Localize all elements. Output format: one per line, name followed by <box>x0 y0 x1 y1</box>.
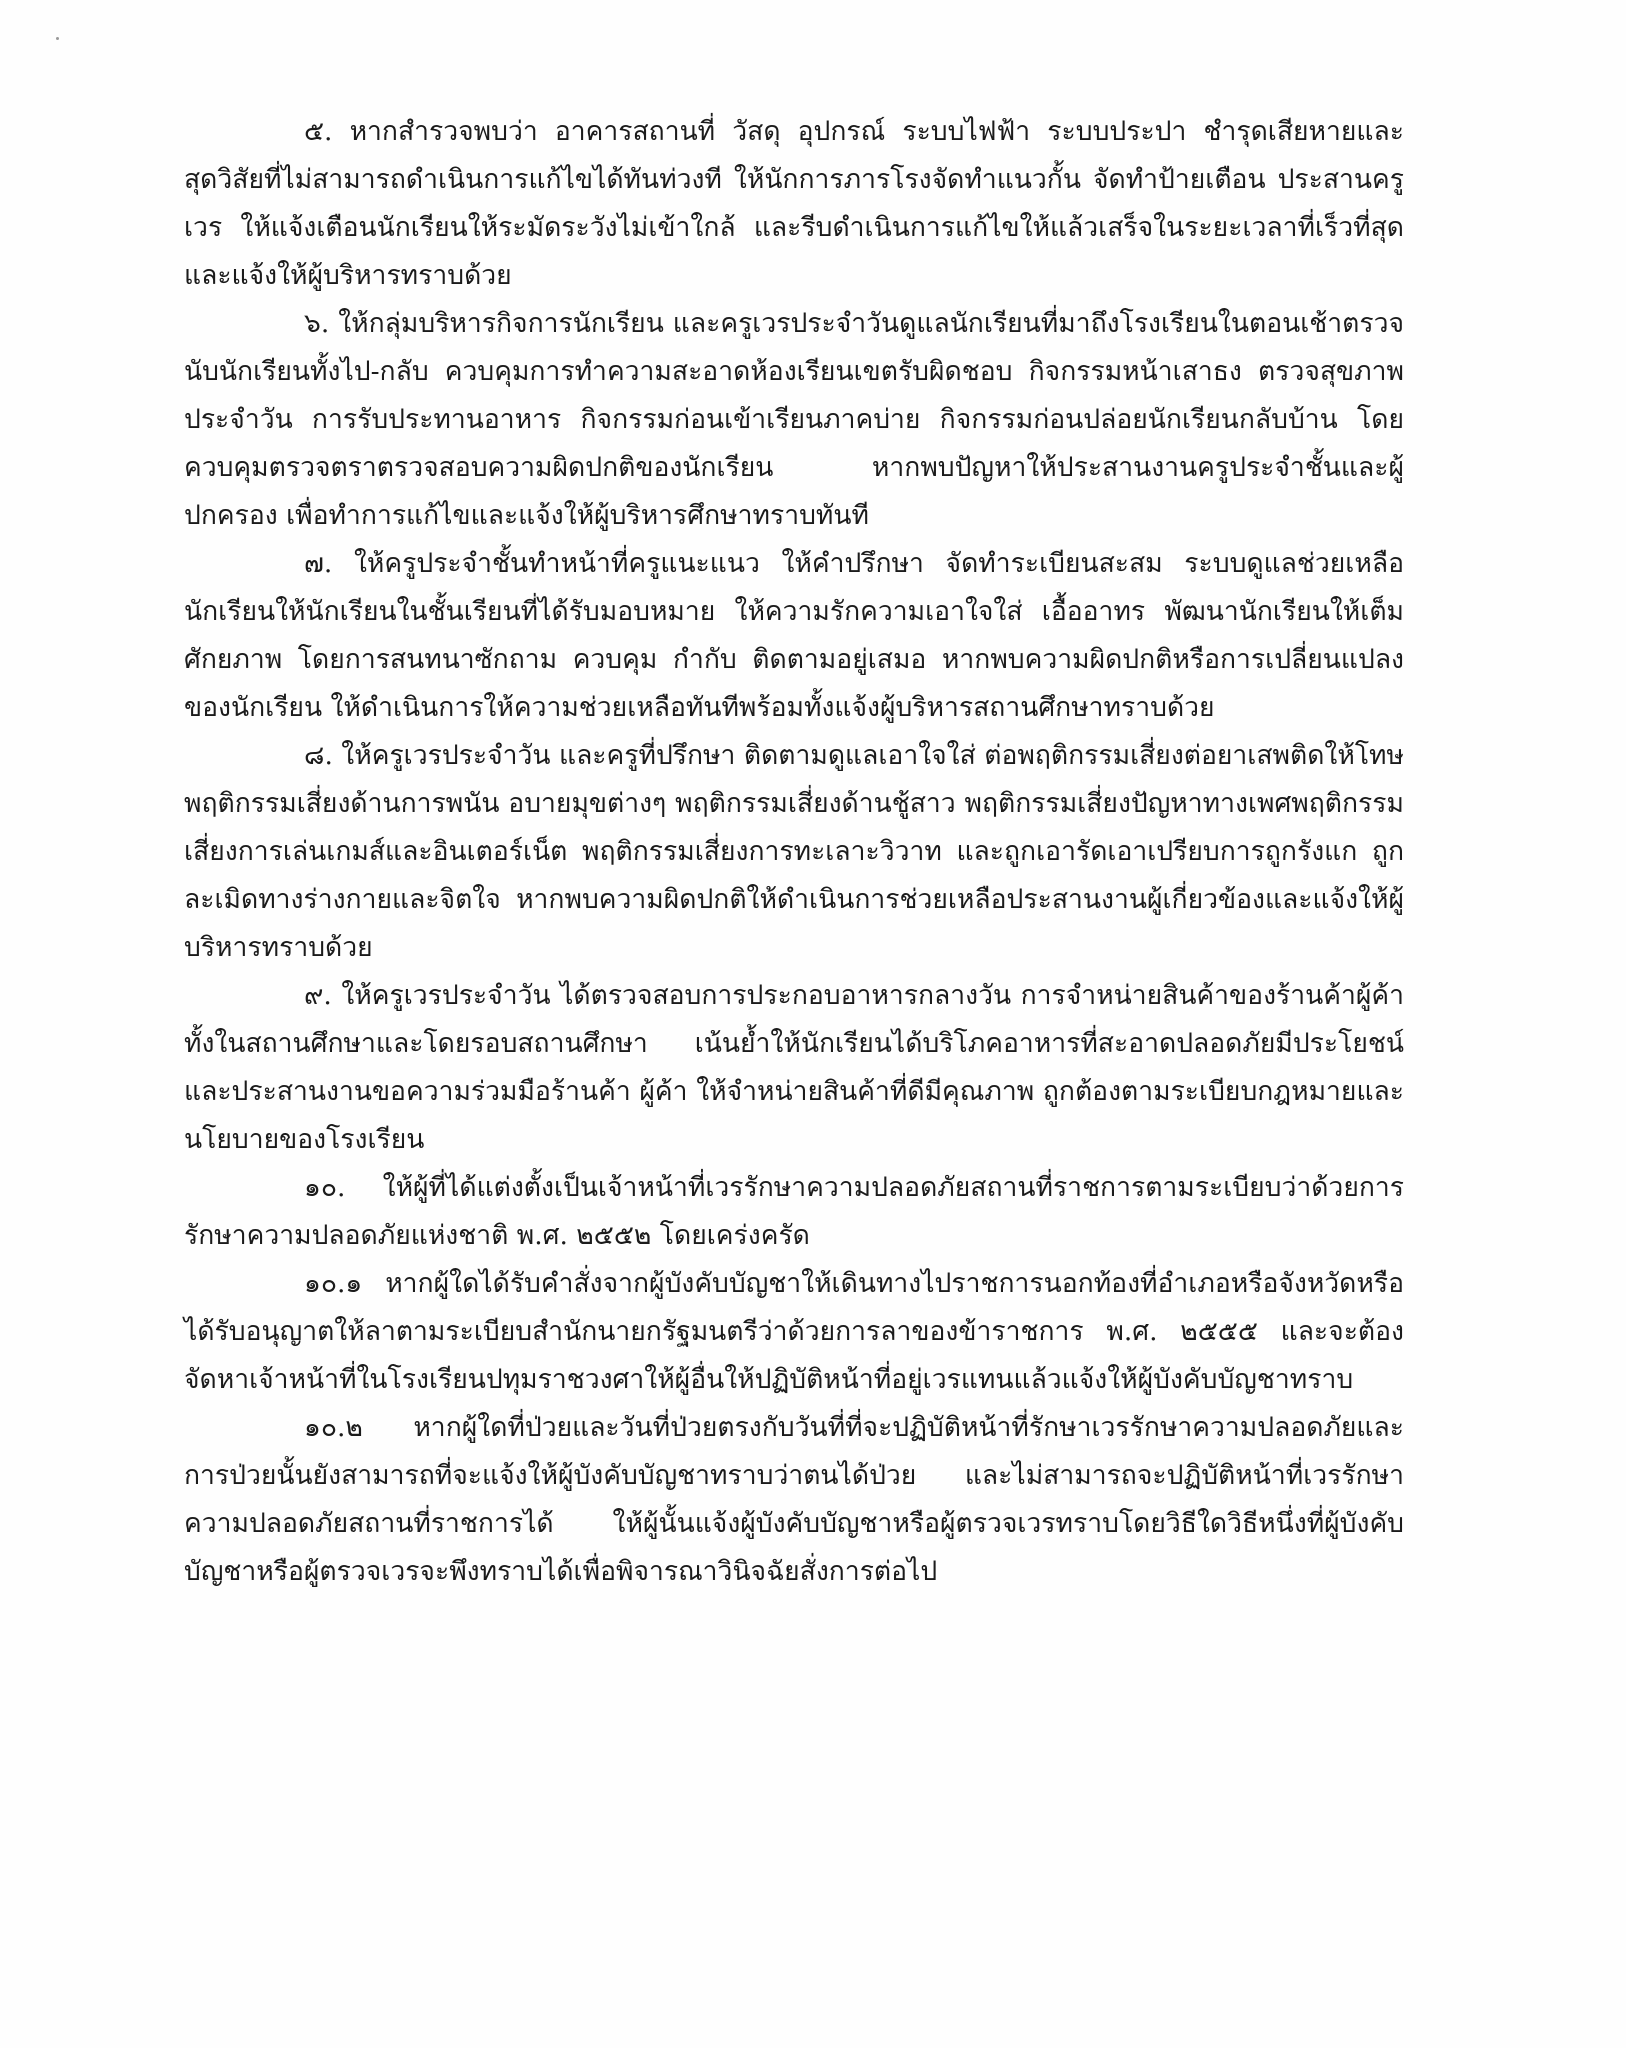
paragraph-item-10: ๑๐. ให้ผู้ที่ได้แต่งตั้งเป็นเจ้าหน้าที่เวรรักษาความปลอดภัยสถานที่ราชการตามระเบียบว่าด้วยการรักษาความปลอดภัยแห่งชาติ พ.ศ. ๒๕๕๒ โดยเคร่งครัด <box>184 1172 1404 1251</box>
paragraph-item-10-2: ๑๐.๒ หากผู้ใดที่ป่วยและวันที่ป่วยตรงกับวันที่ที่จะปฏิบัติหน้าที่รักษาเวรรักษาความปลอดภัยและการป่วยนั้นยังสามารถที่จะแจ้งให้ผู้บังคับบัญชาทราบว่าตนได้ป่วย และไม่สามารถจะปฏิบัติหน้าที่เวรรักษาความปลอดภัยสถานที่ราชการได้ ให้ผู้นั้นแจ้งผู้บังคับบัญชาหรือผู้ตรวจเวรทราบโดยวิธีใดวิธีหนึ่งที่ผู้บังคับบัญชาหรือผู้ตรวจเวรจะพึงทราบได้เพื่อพิจารณาวินิจฉัยสั่งการต่อไป <box>184 1412 1404 1587</box>
paragraph-item-10-1: ๑๐.๑ หากผู้ใดได้รับคำสั่งจากผู้บังคับบัญชาให้เดินทางไปราชการนอกท้องที่อำเภอหรือจังหวัดหรือได้รับอนุญาตให้ลาตามระเบียบสำนักนายกรัฐมนตรีว่าด้วยการลาของข้าราชการ พ.ศ. ๒๕๕๕ และจะต้องจัดหาเจ้าหน้าที่ในโรงเรียนปทุมราชวงศาให้ผู้อื่นให้ปฏิบัติหน้าที่อยู่เวรแทนแล้วแจ้งให้ผู้บังคับบัญชาทราบ <box>184 1268 1404 1395</box>
paragraph-item-8: ๘. ให้ครูเวรประจำวัน และครูที่ปรึกษา ติดตามดูแลเอาใจใส่ ต่อพฤติกรรมเสี่ยงต่อยาเสพติดให้โทษพฤติกรรมเสี่ยงด้านการพนัน อบายมุขต่างๆ พฤติกรรมเสี่ยงด้านชู้สาว พฤติกรรมเสี่ยงปัญหาทางเพศพฤติกรรมเสี่ยงการเล่นเกมส์และอินเตอร์เน็ต พฤติกรรมเสี่ยงการทะเลาะวิวาท และถูกเอารัดเอาเปรียบการถูกรังแก ถูกละเมิดทางร่างกายและจิตใจ หากพบความผิดปกติให้ดำเนินการช่วยเหลือประสานงานผู้เกี่ยวข้องและแจ้งให้ผู้บริหารทราบด้วย <box>184 740 1404 963</box>
document-body <box>184 108 1404 1596</box>
paragraph-item-5: ๕. หากสำรวจพบว่า อาคารสถานที่ วัสดุ อุปกรณ์ ระบบไฟฟ้า ระบบประปา ชำรุดเสียหายและสุดวิสัยที่ไม่สามารถดำเนินการแก้ไขได้ทันท่วงที ให้นักการภารโรงจัดทำแนวกั้น จัดทำป้ายเตือน ประสานครูเวร ให้แจ้งเตือนนักเรียนให้ระมัดระวังไม่เข้าใกล้ และรีบดำเนินการแก้ไขให้แล้วเสร็จในระยะเวลาที่เร็วที่สุดและแจ้งให้ผู้บริหารทราบด้วย <box>184 116 1404 291</box>
scan-speck <box>56 37 59 40</box>
paragraph-item-6: ๖. ให้กลุ่มบริหารกิจการนักเรียน และครูเวรประจำวันดูแลนักเรียนที่มาถึงโรงเรียนในตอนเช้าตรวจนับนักเรียนทั้งไป-กลับ ควบคุมการทำความสะอาดห้องเรียนเขตรับผิดชอบ กิจกรรมหน้าเสาธง ตรวจสุขภาพประจำวัน การรับประทานอาหาร กิจกรรมก่อนเข้าเรียนภาคบ่าย กิจกรรมก่อนปล่อยนักเรียนกลับบ้าน โดยควบคุมตรวจตราตรวจสอบความผิดปกติของนักเรียน หากพบปัญหาให้ประสานงานครูประจำชั้นและผู้ปกครอง เพื่อทำการแก้ไขและแจ้งให้ผู้บริหารศึกษาทราบทันที <box>184 308 1404 531</box>
paragraph-item-9: ๙. ให้ครูเวรประจำวัน ได้ตรวจสอบการประกอบอาหารกลางวัน การจำหน่ายสินค้าของร้านค้าผู้ค้าทั้งในสถานศึกษาและโดยรอบสถานศึกษา เน้นย้ำให้นักเรียนได้บริโภคอาหารที่สะอาดปลอดภัยมีประโยชน์และประสานงานขอความร่วมมือร้านค้า ผู้ค้า ให้จำหน่ายสินค้าที่ดีมีคุณภาพ ถูกต้องตามระเบียบกฎหมายและนโยบายของโรงเรียน <box>184 980 1404 1155</box>
paragraph-item-7: ๗. ให้ครูประจำชั้นทำหน้าที่ครูแนะแนว ให้คำปรึกษา จัดทำระเบียนสะสม ระบบดูแลช่วยเหลือนักเรียนให้นักเรียนในชั้นเรียนที่ได้รับมอบหมาย ให้ความรักความเอาใจใส่ เอื้ออาทร พัฒนานักเรียนให้เต็มศักยภาพ โดยการสนทนาซักถาม ควบคุม กำกับ ติดตามอยู่เสมอ หากพบความผิดปกติหรือการเปลี่ยนแปลงของนักเรียน ให้ดำเนินการให้ความช่วยเหลือทันทีพร้อมทั้งแจ้งผู้บริหารสถานศึกษาทราบด้วย <box>184 548 1404 723</box>
